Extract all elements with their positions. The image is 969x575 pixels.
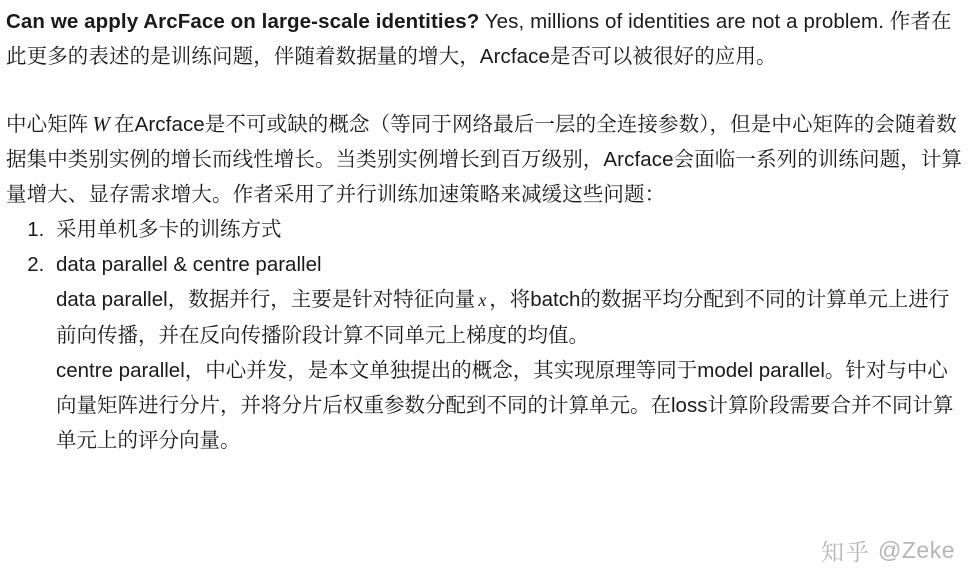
list-item [50, 247, 963, 458]
list-item-2-line-1-part1: data parallel，数据并行，主要是针对特征向量 [56, 288, 476, 311]
numbered-list [6, 212, 963, 458]
paragraph-center-matrix-part2: 在Arcface是不可或缺的概念（等同于网络最后一层的全连接参数），但是中心矩阵的会随着数据集中类别实例的增长而线性增长。当类别实例增长到百万级别，Arcface会面临一系列的训练问题，计算量增大、显存需求增大。作者采用了并行训练加速策略来减缓这些问题： [6, 113, 962, 206]
watermark-handle: @Zeke [878, 537, 955, 563]
list-item [50, 212, 963, 247]
paragraph-center-matrix-part1: 中心矩阵 [6, 113, 89, 136]
math-symbol-x: x [478, 290, 487, 310]
paragraph-center-matrix [6, 107, 963, 212]
list-item-1-text: 采用单机多卡的训练方式 [56, 218, 282, 241]
list-item-2-title: 2. data parallel & centre parallel [56, 253, 322, 276]
list-item-2-line-2: centre parallel，中心并发，是本文单独提出的概念，其实现原理等同于model parallel。针对与中心向量矩阵进行分片，并将分片后权重参数分配到不同的计算单元。在loss计算阶段需要合并不同计算单元上的评分向量。 [56, 359, 954, 452]
list-item-2-line-1 [56, 282, 963, 353]
paragraph-intro-answer: Yes, millions of identities are not a problem. 作者在此更多的表述的是训练问题，伴随着数据量的增大，Arcface是否可以被很好的应用。 [6, 10, 952, 68]
math-symbol-w: W [92, 112, 110, 136]
paragraph-spacer [6, 74, 963, 107]
paragraph-intro-question: Can we apply ArcFace on large-scale identities? [6, 10, 480, 33]
zhihu-logo: 知乎 [821, 539, 872, 565]
list-item-2-line-1-part2: ，将batch的数据平均分配到不同的计算单元上进行前向传播，并在反向传播阶段计算不同单元上梯度的均值。 [56, 288, 950, 347]
paragraph-intro [6, 0, 963, 74]
watermark [821, 534, 955, 567]
